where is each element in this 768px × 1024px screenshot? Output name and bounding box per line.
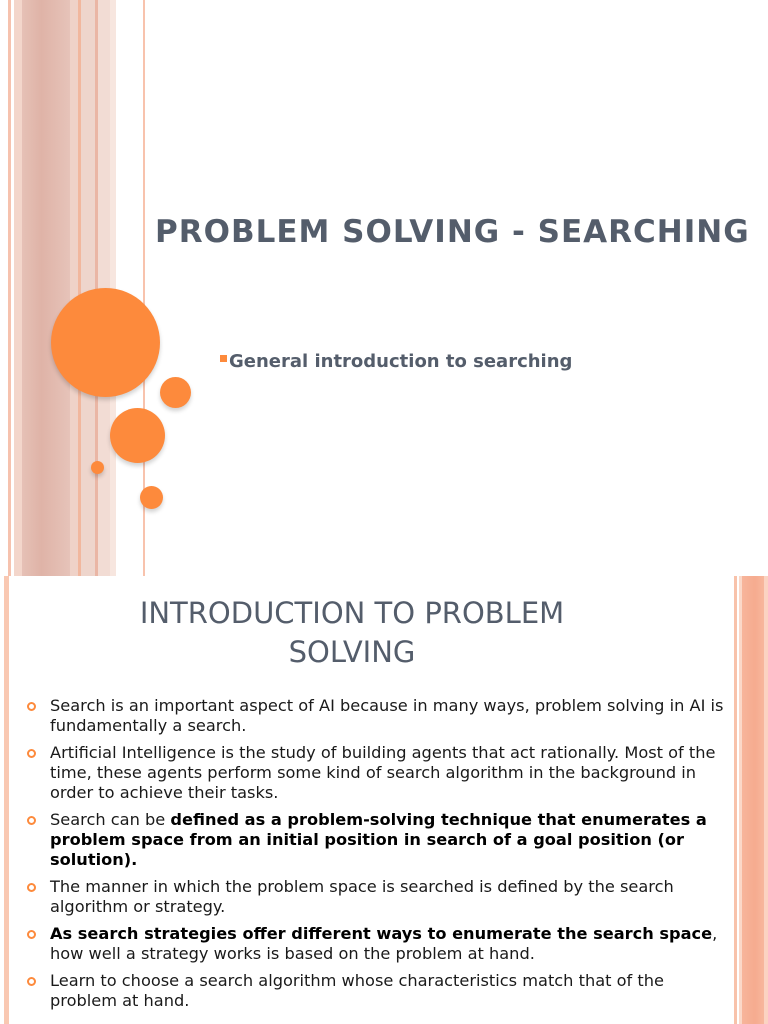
decorative-stripe: [4, 576, 9, 1024]
decorative-circle: [160, 377, 191, 408]
decorative-circle: [140, 486, 163, 509]
decorative-circle: [51, 288, 160, 397]
circle-bullet-icon: [27, 749, 36, 758]
decorative-stripe: [764, 576, 768, 1024]
list-item: Search can be defined as a problem-solving technique that enumerates a problem space from an initial position in search of a goal position (or solution).: [26, 810, 726, 870]
list-item: Search is an important aspect of AI because in many ways, problem solving in AI is fundamentally a search.: [26, 696, 726, 736]
subtitle-text: General introduction to searching: [229, 351, 573, 372]
slide-title-heading: PROBLEM SOLVING - SEARCHING: [155, 214, 750, 250]
slide-subtitle-bullet: [220, 351, 572, 372]
list-item: Artificial Intelligence is the study of building agents that act rationally. Most of the time, these agents perform some kind of search algorithm in the background in order to achieve their tasks.: [26, 743, 726, 803]
decorative-stripe: [8, 0, 11, 576]
circle-bullet-icon: [27, 816, 36, 825]
decorative-stripe: [22, 0, 70, 576]
decorative-stripe: [70, 0, 78, 576]
list-item: As search strategies offer different ways to enumerate the search space, how well a strategy works is based on the problem at hand.: [26, 924, 726, 964]
heading-line-1: INTRODUCTION TO PROBLEM: [139, 596, 565, 630]
decorative-stripe: [81, 0, 95, 576]
decorative-circle: [110, 408, 165, 463]
decorative-circle: [91, 461, 104, 474]
decorative-stripe: [734, 576, 737, 1024]
slide-introduction: [0, 576, 768, 1024]
decorative-stripe: [14, 0, 22, 576]
list-item: Learn to choose a search algorithm whose characteristics match that of the problem at hand.: [26, 971, 726, 1011]
square-bullet-icon: [220, 355, 227, 362]
bullet-list: [26, 696, 726, 1018]
circle-bullet-icon: [27, 930, 36, 939]
circle-bullet-icon: [27, 977, 36, 986]
heading-line-2: SOLVING: [288, 635, 416, 669]
circle-bullet-icon: [27, 702, 36, 711]
circle-bullet-icon: [27, 883, 36, 892]
slide-heading: [90, 594, 614, 672]
list-item: The manner in which the problem space is searched is defined by the search algorithm or strategy.: [26, 877, 726, 917]
